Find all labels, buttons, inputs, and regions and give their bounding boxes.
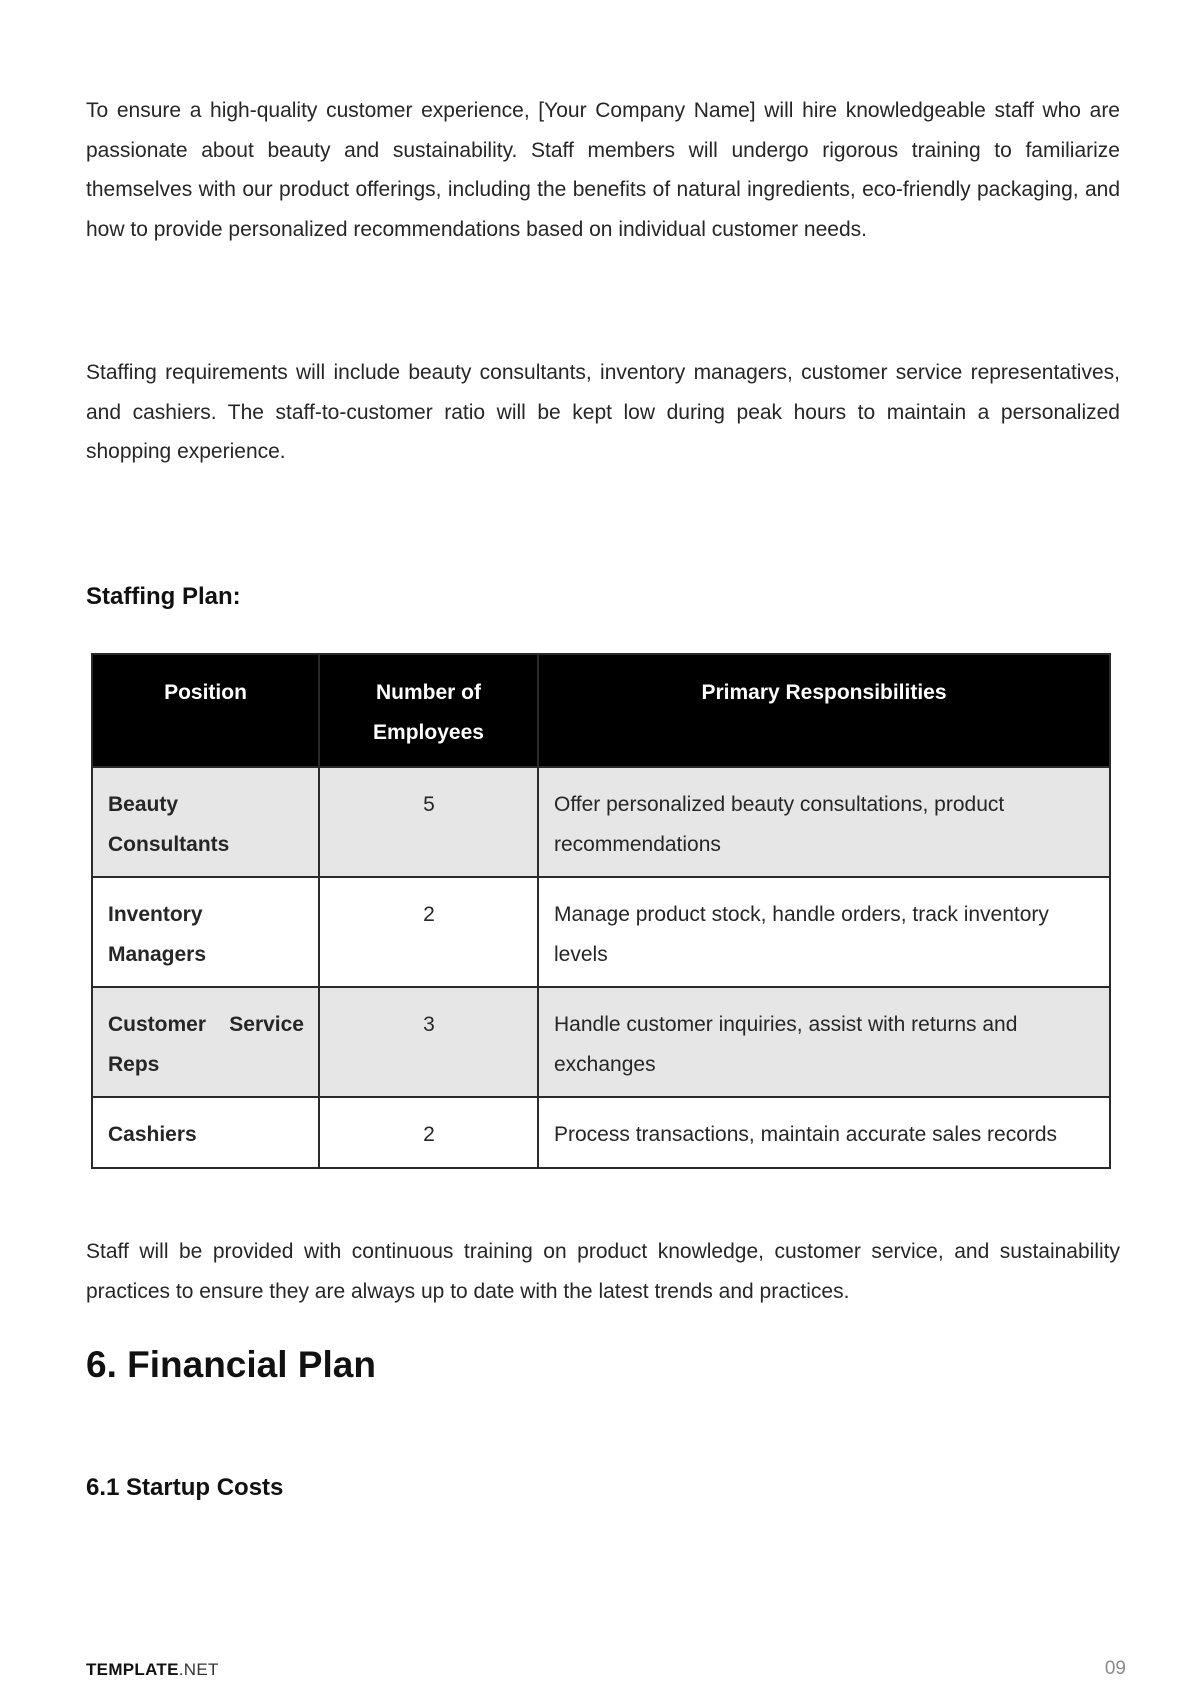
startup-costs-heading: 6.1 Startup Costs (86, 1474, 284, 1501)
employee-count-cell: 3 (319, 987, 538, 1097)
column-header-primary-responsibilities: Primary Responsibilities (538, 654, 1110, 767)
position-cell: Beauty Consultants (92, 767, 319, 877)
responsibilities-cell: Handle customer inquiries, assist with returns and exchanges (538, 987, 1110, 1097)
staffing-plan-heading: Staffing Plan: (86, 583, 241, 610)
column-header-number-of-employees: Number of Employees (319, 654, 538, 767)
brand-name-suffix: .NET (178, 1660, 219, 1679)
training-paragraph: Staff will be provided with continuous training on product knowledge, customer service, and sustainability practices to ensure they are always up to date with the latest trends and practices. (86, 1240, 1120, 1303)
responsibilities-cell: Process transactions, maintain accurate sales records (538, 1097, 1110, 1168)
responsibilities-cell: Manage product stock, handle orders, track inventory levels (538, 877, 1110, 987)
staffing-requirements-paragraph: Staffing requirements will include beauty consultants, inventory managers, customer service representatives, and cashiers. The staff-to-customer ratio will be kept low during peak hours to maintain a personalized shopping experience. (86, 361, 1120, 463)
position-cell: Customer Service Reps (92, 987, 319, 1097)
table-header-row (92, 654, 1110, 767)
employee-count-cell: 5 (319, 767, 538, 877)
staffing-plan-table (91, 653, 1111, 1169)
table-row (92, 767, 1110, 877)
responsibilities-cell: Offer personalized beauty consultations, product recommendations (538, 767, 1110, 877)
brand-name-bold: TEMPLATE (86, 1660, 179, 1679)
table-row (92, 987, 1110, 1097)
position-cell: Cashiers (92, 1097, 319, 1168)
intro-paragraph: To ensure a high-quality customer experience, [Your Company Name] will hire knowledgeable staff who are passionate about beauty and sustainability. Staff members will undergo rigorous training to familiarize themselves with our product offerings, including the benefits of natural ingredients, eco-friendly packaging, and how to provide personalized recommendations based on individual customer needs. (86, 99, 1120, 241)
table-row (92, 1097, 1110, 1168)
page-number: 09 (1104, 1658, 1126, 1679)
position-cell: Inventory Managers (92, 877, 319, 987)
employee-count-cell: 2 (319, 1097, 538, 1168)
table-row (92, 877, 1110, 987)
footer-brand-logo (86, 1660, 219, 1680)
employee-count-cell: 2 (319, 877, 538, 987)
column-header-position: Position (92, 654, 319, 767)
financial-plan-heading: 6. Financial Plan (86, 1344, 376, 1385)
